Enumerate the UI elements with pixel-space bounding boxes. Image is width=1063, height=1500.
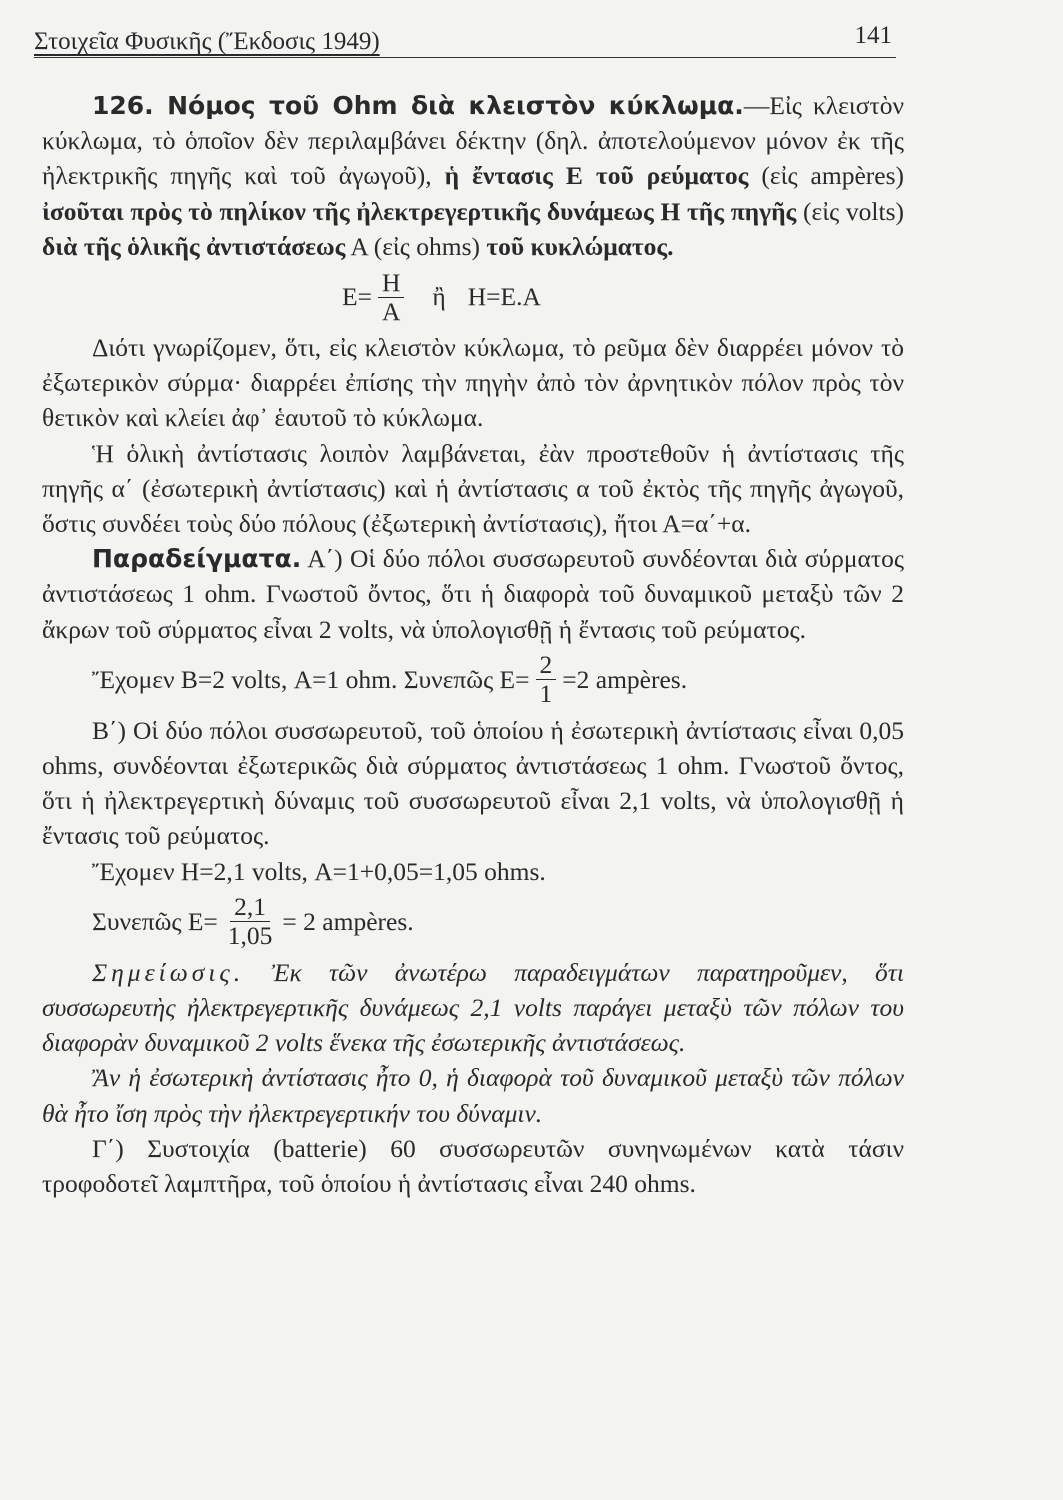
page-number: 141 [854,22,892,49]
note-text-1: Ἐκ τῶν ἀνωτέρω παραδειγμάτων παρατηροῦμεν, ὅτι συσσωρευτὴς ἠλεκτρεγερτικῆς δυνάμεως 2,1 volts παράγει μεταξὺ τῶν πόλων του διαφορὰν δυναμικοῦ 2 volts ἕνεκα τῆς ἐσωτερικῆς ἀντιστάσεως. [42,957,904,1058]
formula-numerator: Η [378,269,404,298]
note-label: Σημείωσις. [92,957,245,987]
section-126-paragraph [42,88,904,264]
page-header [34,18,896,58]
example-a-text: Α΄) Οἱ δύο πόλοι συσσωρευτοῦ συνδέονται διὰ σύρματος ἀντιστάσεως 1 ohm. Γνωστοῦ ὄντος, ὅτι ἡ διαφορὰ τοῦ δυναμικοῦ μεταξὺ τῶν 2 ἄκρων τοῦ σύρματος εἶναι 2 volts, νὰ ὑπολογισθῇ ἡ ἔντασις τοῦ ρεύματος. [42,544,904,644]
formula-denominator: Α [381,296,401,326]
example-b-numerator: 2,1 [230,893,270,922]
running-title: Στοιχεῖα Φυσικῆς (Ἔκδοσις 1949) [34,28,380,55]
intro-part-e: (εἰς volts) [796,196,904,226]
formula-or: ἢ [432,282,446,312]
note-paragraph [42,955,904,1061]
example-c-paragraph: Γ΄) Συστοιχία (batterie) 60 συσσωρευτῶν συνηνωμένων κατὰ τάσιν τροφοδοτεῖ λαμπτῆρα, τοῦ ὁποίου ἡ ἀντίστασις εἶναι 240 ohms. [42,1133,904,1199]
examples-heading: Παραδείγματα. [92,544,302,574]
example-b-sum-lhs: Συνεπῶς Ε= [92,907,218,937]
formula-fraction [378,269,404,326]
example-a-fraction [536,651,557,708]
intro-part-f: διὰ τῆς ὁλικῆς ἀντιστάσεως [42,231,346,261]
paragraph-dioti: Διότι γνωρίζομεν, ὅτι, εἰς κλειστὸν κύκλωμα, τὸ ρεῦμα δὲν διαρρέει μόνον τὸ ἐξωτερικὸν σύρμα· διαρρέει ἐπίσης τὴν πηγὴν ἀπὸ τὸν ἀρνητικὸν πόλον πρὸς τὸν θετικὸν καὶ κλείει ἀφ᾽ ἑαυτοῦ τὸ κύκλωμα. [42,333,904,433]
intro-part-d: ἰσοῦται πρὸς τὸ πηλίκον τῆς ἠλεκτρεγερτικῆς δυνάμεως Η τῆς πηγῆς [42,196,797,226]
example-b-result: = 2 ampères. [282,907,414,937]
header-rule [34,57,896,58]
section-heading: 126. Νόμος τοῦ Ohm διὰ κλειστὸν κύκλωμα. [92,91,744,120]
example-b-equation: Ἔχομεν Η=2,1 volts, Α=1+0,05=1,05 ohms. [92,856,546,886]
intro-part-a: —Εἰς κλειστὸν κύκλωμα, τὸ ὁποῖον δὲν περιλαμβάνει δέκτην (δηλ. ἀποτελούμενον μόνον ἐκ τῆς ἠλεκτρικῆς πηγῆς καὶ τοῦ ἀγωγοῦ), [42,91,904,191]
paragraph-oliki: Ἡ ὁλικὴ ἀντίστασις λοιπὸν λαμβάνεται, ἐὰν προστεθοῦν ἡ ἀντίστασις τῆς πηγῆς α΄ (ἐσωτερικὴ ἀντίστασις) καὶ ἡ ἀντίστασις α τοῦ ἐκτὸς τῆς πηγῆς ἀγωγοῦ, ὅστις συνδέει τοὺς δύο πόλους (ἐξωτερικὴ ἀντίστασις), ἤτοι Α=α΄+α. [42,438,904,539]
intro-part-g: Α (εἰς ohms) [345,231,487,261]
example-b-result-line [42,889,904,955]
intro-part-h: τοῦ κυκλώματος. [486,231,674,261]
note-paragraph-2: Ἂν ἡ ἐσωτερικὴ ἀντίστασις ἦτο 0, ἡ διαφορὰ τοῦ δυναμικοῦ μεταξὺ τῶν πόλων θὰ ἦτο ἴση πρὸς τὴν ἠλεκτρεγερτικήν του δύναμιν. [42,1063,904,1128]
example-b-paragraph: Β΄) Οἱ δύο πόλοι συσσωρευτοῦ, τοῦ ὁποίου ἡ ἐσωτερικὴ ἀντίστασις εἶναι 0,05 ohms, συνδέονται ἐξωτερικῶς διὰ σύρματος ἀντιστάσεως 1 ohm. Γνωστοῦ ὄντος, ὅτι ἡ ἠλεκτρεγερτικὴ δύναμις τοῦ συσσωρευτοῦ εἶναι 2,1 volts, νὰ ὑπολογισθῇ ἡ ἔντασις τοῦ ρεύματος. [42,715,904,851]
example-a-eq-text: Ἔχομεν Β=2 volts, Α=1 ohm. Συνεπῶς Ε= [92,665,530,695]
example-b-denominator: 1,05 [227,921,273,951]
body-text [42,88,904,1201]
example-a-denominator: 1 [539,679,553,709]
example-a-numerator: 2 [536,651,557,680]
example-a-equation [42,647,904,713]
intro-part-c: (εἰς ampères) [748,161,904,191]
intro-part-b: ἡ ἔντασις Ε τοῦ ρεύματος [444,161,749,191]
example-b-fraction [224,893,277,950]
ohm-formula [42,264,904,330]
formula-lhs: Ε= [342,282,372,312]
example-a-paragraph [42,541,904,647]
formula-alt: Η=Ε.Α [467,282,541,312]
example-a-result: =2 ampères. [562,665,688,695]
